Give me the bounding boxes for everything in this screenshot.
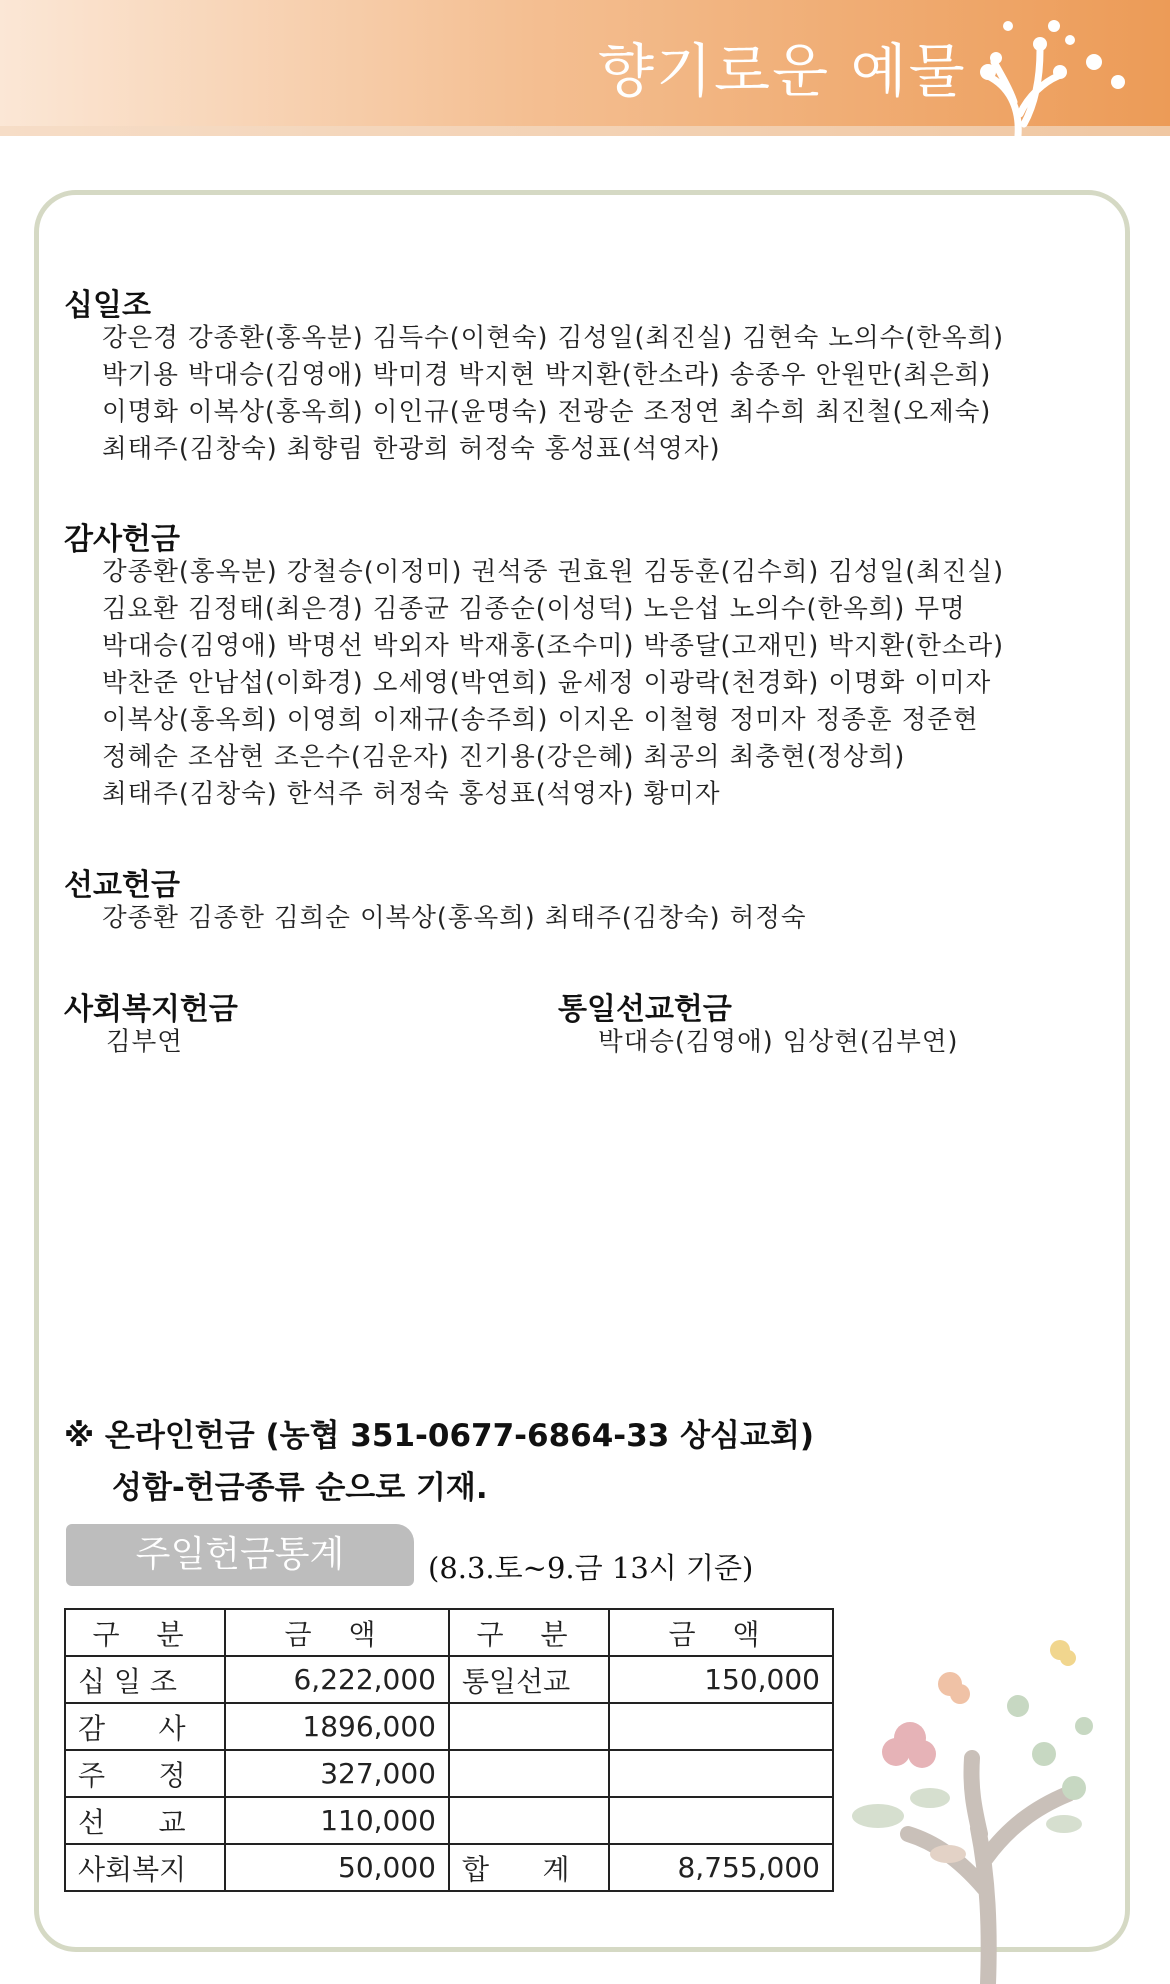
category-cell <box>449 1703 609 1750</box>
offering-stats-table <box>64 1608 834 1892</box>
table-row <box>65 1844 833 1891</box>
amount-cell: 50,000 <box>225 1844 449 1891</box>
column-header: 금 액 <box>225 1609 449 1656</box>
category-cell: 선 교 <box>65 1797 225 1844</box>
amount-cell: 8,755,000 <box>609 1844 833 1891</box>
name-line: 김요환 김정태(최은경) 김종균 김종순(이성덕) 노은섭 노의수(한옥희) 무명 <box>102 594 966 624</box>
name-line: 박기용 박대승(김영애) 박미경 박지현 박지환(한소라) 송종우 안원만(최은희) <box>102 360 992 390</box>
name-line: 최태주(김창숙) 한석주 허정숙 홍성표(석영자) 황미자 <box>102 779 721 809</box>
category-cell: 통일선교 <box>449 1656 609 1703</box>
category-cell <box>449 1750 609 1797</box>
stats-basis: (8.3.토~9.금 13시 기준) <box>428 1551 754 1585</box>
section-title-welfare: 사회복지헌금 <box>64 992 238 1027</box>
welfare-names <box>106 1024 183 1061</box>
name-line: 강종환(홍옥분) 강철승(이정미) 권석중 권효원 김동훈(김수희) 김성일(최진실) <box>102 557 1005 587</box>
category-cell <box>449 1797 609 1844</box>
table-row <box>65 1750 833 1797</box>
section-title-tithe: 십일조 <box>64 288 151 323</box>
amount-cell <box>609 1703 833 1750</box>
amount-cell: 6,222,000 <box>225 1656 449 1703</box>
amount-cell: 1896,000 <box>225 1703 449 1750</box>
tree-icon <box>948 6 1138 136</box>
name-line: 박대승(김영애) 임상현(김부연) <box>598 1027 959 1057</box>
category-cell: 합 계 <box>449 1844 609 1891</box>
column-header: 금 액 <box>609 1609 833 1656</box>
section-title-unification: 통일선교헌금 <box>558 992 732 1027</box>
name-line: 박찬준 안남섭(이화경) 오세영(박연희) 윤세정 이광락(천경화) 이명화 이미자 <box>102 668 992 698</box>
unification-names <box>598 1024 959 1061</box>
name-line: 최태주(김창숙) 최향림 한광희 허정숙 홍성표(석영자) <box>102 434 721 464</box>
table-row <box>65 1703 833 1750</box>
section-title-thanksgiving: 감사헌금 <box>64 522 180 557</box>
name-line: 박대승(김영애) 박명선 박외자 박재홍(조수미) 박종달(고재민) 박지환(한소라) <box>102 631 1005 661</box>
notice-line-2: 성함-헌금종류 순으로 기재. <box>112 1470 488 1506</box>
stats-badge: 주일헌금통계 <box>66 1524 414 1586</box>
tithe-names <box>102 320 1004 468</box>
category-cell: 주 정 <box>65 1750 225 1797</box>
name-line: 이명화 이복상(홍옥희) 이인규(윤명숙) 전광순 조정연 최수희 최진철(오제숙) <box>102 397 992 427</box>
mission-names <box>102 900 807 937</box>
thanksgiving-names <box>102 554 1004 813</box>
amount-cell: 150,000 <box>609 1656 833 1703</box>
table-row <box>65 1656 833 1703</box>
section-title-mission: 선교헌금 <box>64 868 180 903</box>
page-title: 향기로운 예물 <box>598 37 967 105</box>
name-line: 강은경 강종환(홍옥분) 김득수(이현숙) 김성일(최진실) 김현숙 노의수(한옥희) <box>102 323 1005 353</box>
category-cell: 사회복지 <box>65 1844 225 1891</box>
column-header: 구 분 <box>449 1609 609 1656</box>
name-line: 이복상(홍옥희) 이영희 이재규(송주희) 이지온 이철형 정미자 정종훈 정준현 <box>102 705 979 735</box>
amount-cell <box>609 1797 833 1844</box>
name-line: 김부연 <box>106 1027 183 1057</box>
notice-line-1: ※ 온라인헌금 (농협 351-0677-6864-33 상심교회) <box>64 1418 815 1454</box>
name-line: 강종환 김종한 김희순 이복상(홍옥희) 최태주(김창숙) 허정숙 <box>102 903 807 933</box>
decorative-tree-icon <box>838 1628 1138 1984</box>
table-row <box>65 1797 833 1844</box>
category-cell: 십 일 조 <box>65 1656 225 1703</box>
online-offering-notice <box>64 1410 814 1514</box>
column-header: 구 분 <box>65 1609 225 1656</box>
amount-cell: 327,000 <box>225 1750 449 1797</box>
amount-cell <box>609 1750 833 1797</box>
table-header-row <box>65 1609 833 1656</box>
category-cell: 감 사 <box>65 1703 225 1750</box>
name-line: 정혜순 조삼현 조은수(김운자) 진기용(강은혜) 최공의 최충현(정상희) <box>102 742 906 772</box>
amount-cell: 110,000 <box>225 1797 449 1844</box>
